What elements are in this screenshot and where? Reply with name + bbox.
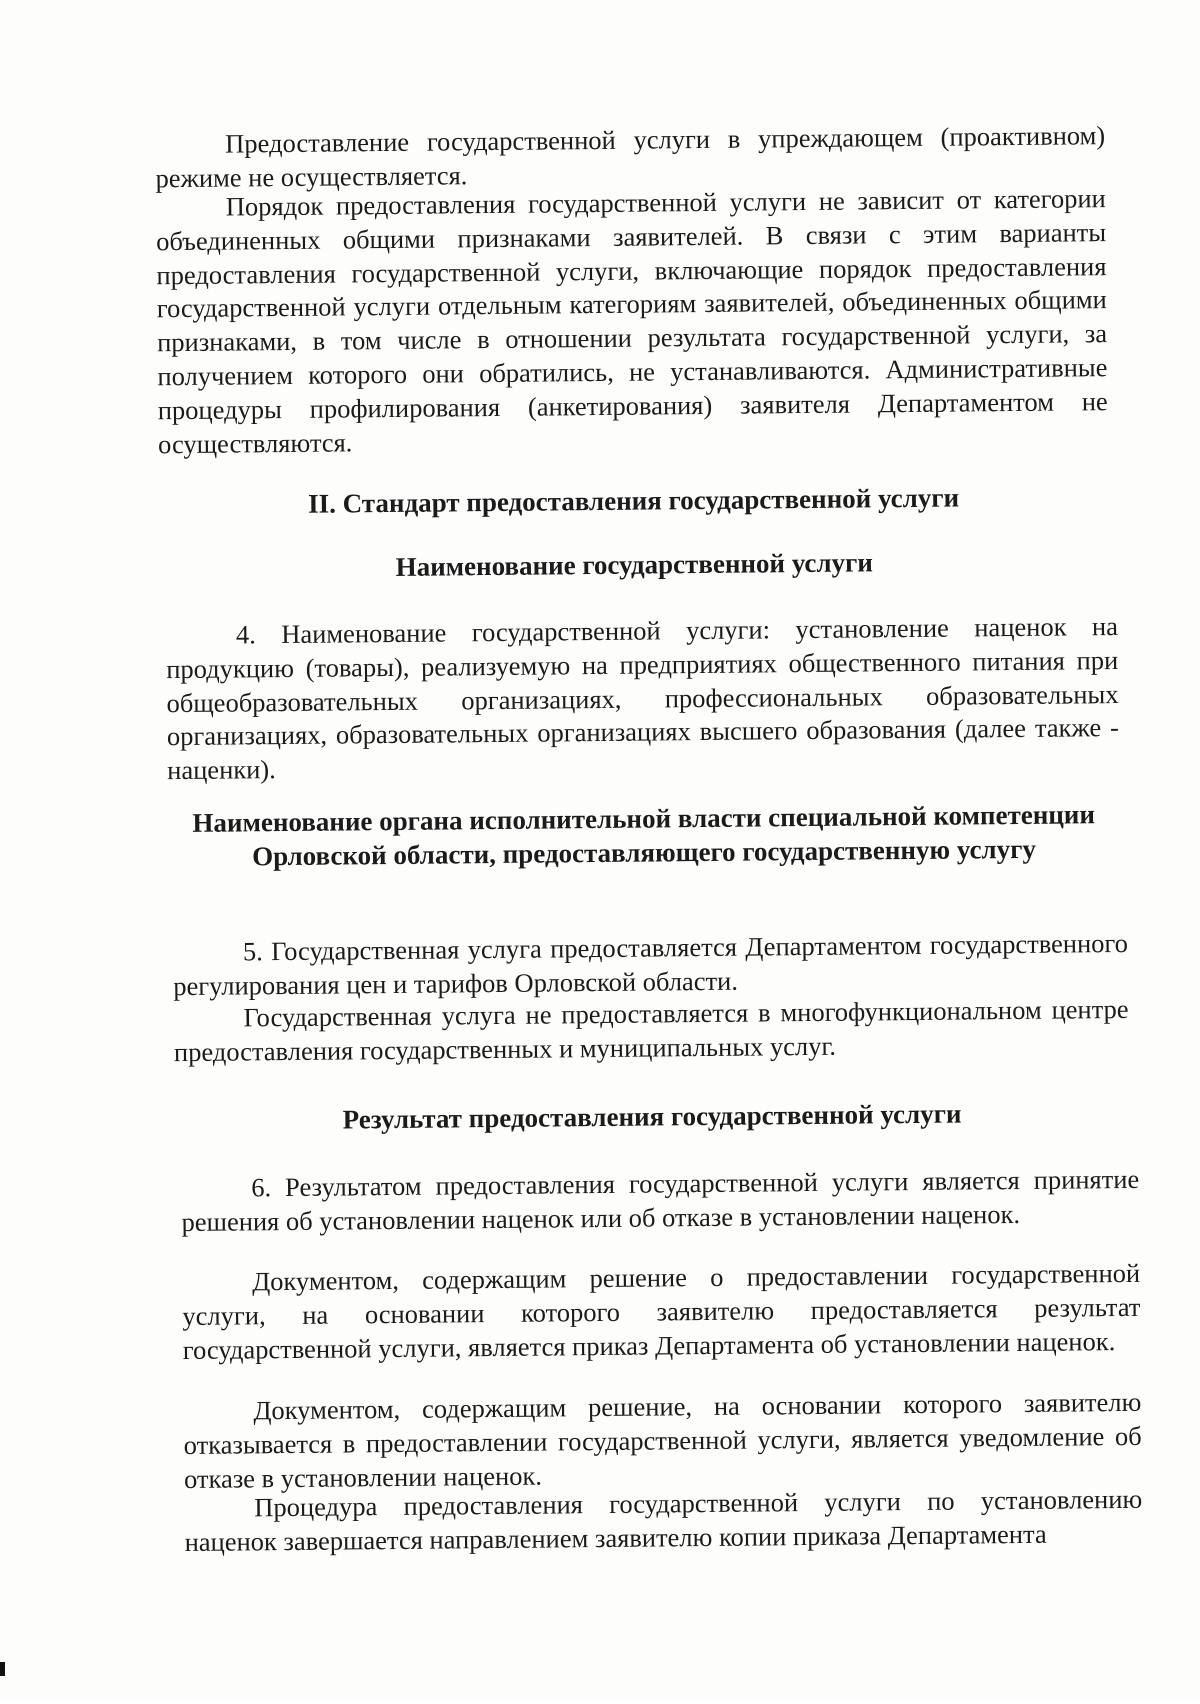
paragraph-result: 6. Результатом предоставления государственной услуги является принятие решения об установлении наценок или об отказе в установлении наценок. (181, 1163, 1140, 1237)
scan-artifact-mark (0, 1662, 5, 1676)
subheading-result: Результат предоставления государственной услуги (342, 1098, 962, 1135)
subheading-service-name: Наименование государственной услуги (395, 547, 874, 582)
paragraph-decision-document: Документом, содержащим решение о предоставлении государственной услуги, на основании которого заявителю предоставляется результат государственной услуги, является приказ Департамента об установлении наценок. (182, 1257, 1141, 1365)
paragraph-refusal-document: Документом, содержащим решение, на основании которого заявителю отказывается в предоставлении государственной услуги, является уведомление об отказе в установлении наценок. (183, 1386, 1142, 1494)
section-heading: II. Стандарт предоставления государственной услуги (308, 482, 960, 519)
paragraph-service-name: 4. Наименование государственной услуги: установление наценок на продукцию (товары), реализуемую на предприятиях общественного питания при общеобразовательных организациях, профессиональных образовательных организациях, образовательных организациях высшего образования (далее также - наценки). (166, 611, 1120, 786)
paragraph-service-procedure: Порядок предоставления государственной услуги не зависит от категории объединенных общими признаками заявителей. В связи с этим варианты предоставления государственной услуги, включающие порядок предоставления государственной услуги отдельным категориям заявителей, объединенных общими признаками, в том числе в отношении результата государственной услуги, за получением которого они обратились, не устанавливаются. Административные процедуры профилирования (анкетирования) заявителя Департаментом не осуществляются. (155, 183, 1108, 459)
paragraph-proactive-mode: Предоставление государственной услуги в упреждающем (проактивном) режиме не осуществляется. (155, 120, 1106, 194)
paragraph-mfc: Государственная услуга не предоставляется в многофункциональном центре предоставления государственных и муниципальных услуг. (173, 993, 1129, 1067)
subheading-authority: Наименование органа исполнительной власти специальной компетенции Орловской области, предоставляющего государственную услугу (192, 799, 1096, 872)
paragraph-provider: 5. Государственная услуга предоставляется Департаментом государственного регулирования цен и тарифов Орловской области. (173, 927, 1129, 1001)
paragraph-procedure-completion: Процедура предоставления государственной услуги по установлению наценок завершается направлением заявителю копии приказа Департамента (184, 1483, 1143, 1557)
